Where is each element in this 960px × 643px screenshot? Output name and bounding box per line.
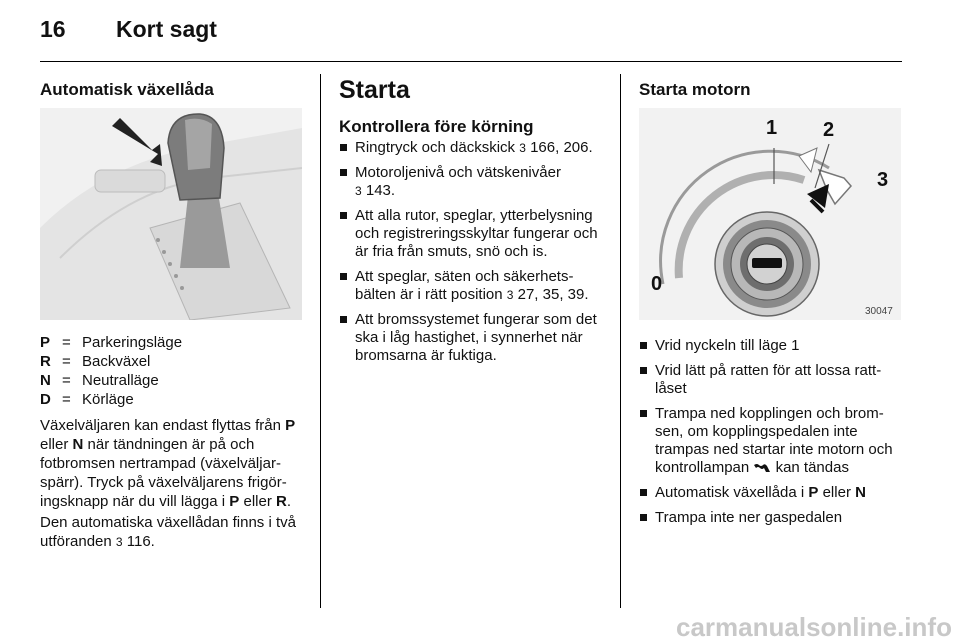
list-item [339, 268, 607, 304]
legend-value: Backväxel [82, 353, 151, 370]
list-item [639, 362, 904, 398]
page-ref-icon: 3 [355, 184, 362, 198]
legend-row [40, 333, 310, 352]
legend-equals: = [62, 353, 71, 370]
bullet-icon [640, 367, 647, 374]
start-engine-steps [639, 337, 904, 534]
item-text: Att alla rutor, speglar, ytterbelysning och registreringsskyltar fungerar och är fria från smuts, snö och is. [355, 207, 598, 260]
position-label-1: 1 [766, 117, 778, 139]
para-text: . [286, 493, 292, 510]
bullet-icon [640, 342, 647, 349]
legend-equals: = [62, 372, 71, 389]
bullet-icon [640, 489, 647, 496]
gear-p: P [229, 493, 240, 510]
item-text: Vrid lätt på ratten för att lossa rattlåset [655, 362, 882, 397]
item-text: Att speglar, säten och säkerhetsbälten är i rätt position [355, 268, 574, 303]
list-item [639, 484, 904, 502]
bullet-icon [340, 144, 347, 151]
column-divider-2 [620, 74, 621, 608]
page-ref: 27, 35, 39. [517, 286, 589, 303]
para-text: eller [40, 436, 73, 453]
glow-plug-warning-icon [753, 463, 771, 474]
legend-value: Parkeringsläge [82, 334, 183, 351]
item-text: kan tändas [775, 459, 849, 476]
legend-row [40, 352, 310, 371]
bullet-icon [340, 169, 347, 176]
legend-key: N [40, 372, 51, 389]
item-text: Vrid nyckeln till läge 1 [655, 337, 800, 354]
page-number: 16 [40, 16, 66, 42]
para-text: Växelväljaren kan endast flyttas från [40, 417, 286, 434]
legend-row [40, 371, 310, 390]
ignition-switch-illustration [639, 108, 901, 320]
para-text: Den automatiska växellådan finns i två utföranden [40, 514, 296, 550]
gear-r: R [276, 493, 287, 510]
page-ref: 166, 206. [530, 139, 593, 156]
bullet-icon [640, 514, 647, 521]
list-item [639, 405, 904, 477]
list-item [339, 139, 607, 157]
list-item [639, 509, 904, 527]
legend-value: Neutralläge [82, 372, 159, 389]
gear-selector-illustration [40, 108, 302, 320]
position-label-2: 2 [823, 119, 835, 141]
list-item [339, 207, 607, 261]
legend-value: Körläge [82, 391, 134, 408]
legend-equals: = [62, 391, 71, 408]
position-label-0: 0 [651, 273, 663, 295]
item-text: eller [818, 484, 856, 501]
page-ref-icon: 3 [519, 141, 526, 155]
page-ref-icon: 3 [506, 288, 514, 302]
list-item [639, 337, 904, 355]
item-text: Automatisk växellåda i [655, 484, 809, 501]
item-text: Ringtryck och däckskick [355, 139, 516, 156]
figure-code: 30047 [865, 306, 893, 317]
gear-positions-legend [40, 333, 310, 409]
legend-equals: = [62, 334, 71, 351]
gear-n: N [72, 436, 84, 453]
item-text: Trampa inte ner gaspedalen [655, 509, 843, 526]
gear-p: P [285, 417, 296, 434]
list-item [339, 311, 607, 365]
bullet-icon [640, 410, 647, 417]
page-ref-icon: 3 [115, 535, 123, 549]
bullet-icon [340, 316, 347, 323]
page-ref: 143. [365, 182, 396, 199]
pre-drive-checklist [339, 139, 607, 372]
gearbox-versions-paragraph [40, 513, 310, 552]
legend-key: P [40, 334, 51, 351]
legend-row [40, 390, 310, 409]
section-heading-start: Starta [339, 76, 410, 104]
item-text: Att bromssystemet fungerar som det ska i låg hastighet, i synnerhet när bromsarna är fuktiga. [355, 311, 597, 364]
legend-key: D [40, 391, 51, 408]
item-text: Motoroljenivå och vätskenivåer [355, 164, 561, 181]
list-item [339, 164, 607, 200]
item-text: Trampa ned kopplingen och bromsen, om kopplingspedalen inte trampas ned startar inte motorn och kontrollampan [655, 405, 893, 476]
gear-p: P [808, 484, 819, 501]
gear-selector-paragraph [40, 416, 315, 511]
watermark: carmanualsonline.info [676, 612, 952, 642]
position-label-3: 3 [877, 169, 889, 191]
para-text: eller [239, 493, 276, 510]
gear-n: N [855, 484, 866, 501]
bullet-icon [340, 273, 347, 280]
para-text: när tändningen är på och fotbromsen nertrampad (växelväljarspärr). Tryck på växelväljarens frigöringsknapp när du vill lägga i [40, 436, 287, 510]
ignition-lock [715, 212, 819, 316]
section-heading-start-engine: Starta motorn [639, 80, 751, 99]
legend-key: R [40, 353, 51, 370]
page-ref: 116. [126, 533, 155, 550]
header-divider [40, 61, 902, 62]
column-divider-1 [320, 74, 321, 608]
bullet-icon [340, 212, 347, 219]
section-heading-automatic-gearbox: Automatisk växellåda [40, 80, 214, 99]
subheading-pre-drive-check: Kontrollera före körning [339, 117, 534, 136]
page-title: Kort sagt [116, 16, 217, 42]
